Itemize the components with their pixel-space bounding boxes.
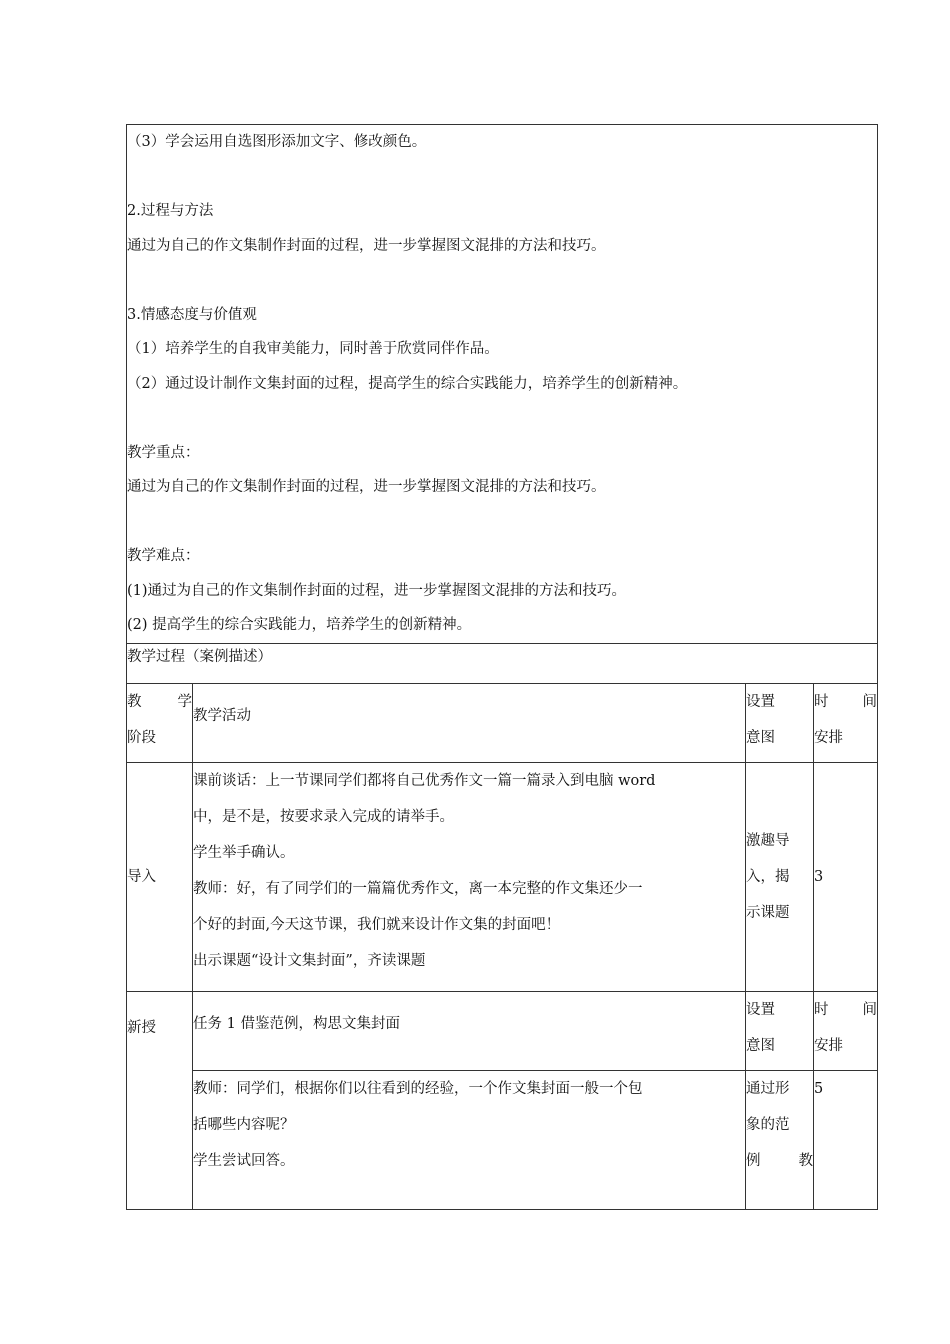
- new-lesson-line: 括哪些内容呢？: [193, 1116, 295, 1133]
- intro-line: 出示课题“设计文集封面”，齐读课题: [193, 952, 426, 969]
- new-lesson-time-char: 间: [862, 1001, 878, 1018]
- emotion-item-2: （2）通过设计制作文集封面的过程，提高学生的综合实践能力，培养学生的创新精神。: [127, 375, 688, 392]
- new-lesson-time-label: 安排: [814, 1037, 843, 1054]
- new-lesson-intent-line: 意图: [746, 1037, 775, 1054]
- key-point-heading: 教学重点：: [127, 444, 200, 461]
- blank-line: [127, 401, 877, 436]
- header-intent: [746, 683, 814, 762]
- lesson-plan-table: [126, 124, 878, 1210]
- intro-intent: [746, 762, 814, 991]
- header-time-char: 时: [814, 693, 829, 710]
- intro-line: 个好的封面,今天这节课，我们就来设计作文集的封面吧！: [193, 916, 561, 933]
- intro-line: 课前谈话：上一节课同学们都将自己优秀作文一篇一篇录入到电脑 word: [193, 772, 656, 789]
- intro-intent-line: 示课题: [746, 904, 790, 921]
- intro-activity: [193, 762, 746, 991]
- emotion-item-1: （1）培养学生的自我审美能力，同时善于欣赏同伴作品。: [127, 341, 499, 357]
- blank-line: [127, 263, 877, 298]
- objectives-cell: [127, 125, 878, 644]
- header-activity: 教学活动: [193, 683, 746, 762]
- new-lesson-time: 5: [814, 1070, 878, 1209]
- new-lesson-intent-line: 设置: [746, 1001, 775, 1018]
- process-title: 教学过程（案例描述）: [127, 643, 878, 683]
- new-lesson-intent-text: 通过形: [746, 1080, 790, 1097]
- new-lesson-content-row: [127, 1070, 878, 1209]
- header-time-char: 间: [862, 693, 878, 710]
- process-text: 通过为自己的作文集制作封面的过程，进一步掌握图文混排的方法和技巧。: [127, 237, 606, 254]
- new-lesson-intent-char: 教: [798, 1152, 813, 1169]
- new-lesson-intent-char: 例: [746, 1152, 761, 1169]
- new-lesson-activity: [193, 1070, 746, 1209]
- key-point-text: 通过为自己的作文集制作封面的过程，进一步掌握图文混排的方法和技巧。: [127, 479, 606, 495]
- objective-item-3: （3）学会运用自选图形添加文字、修改颜色。: [127, 134, 427, 150]
- new-lesson-task: 任务 1 借鉴范例，构思文集封面: [193, 991, 746, 1070]
- header-stage: [127, 683, 193, 762]
- intro-time: 3: [814, 762, 878, 991]
- intro-row: [127, 762, 878, 991]
- blank-line: [127, 505, 877, 540]
- header-stage-char: 教: [127, 693, 142, 710]
- intro-line: 学生举手确认。: [193, 844, 295, 861]
- intro-line: 教师：好，有了同学们的一篇篇优秀作文，离一本完整的作文集还少一: [193, 880, 643, 897]
- new-lesson-intent-text: 象的范: [746, 1116, 790, 1133]
- header-intent-line: 意图: [746, 729, 775, 746]
- intro-line: 中，是不是，按要求录入完成的请举手。: [193, 808, 454, 825]
- header-stage-char: 学: [177, 693, 192, 710]
- new-lesson-intent-header: [746, 991, 814, 1070]
- process-title-row: [127, 643, 878, 683]
- emotion-heading: 3.情感态度与价值观: [127, 306, 257, 323]
- difficulty-item-1: (1)通过为自己的作文集制作封面的过程，进一步掌握图文混排的方法和技巧。: [127, 582, 627, 599]
- new-lesson-time-header: [814, 991, 878, 1070]
- new-lesson-stage: 新授: [127, 991, 193, 1209]
- lesson-plan-page: [126, 124, 877, 1210]
- difficulty-heading: 教学难点：: [127, 548, 200, 564]
- new-lesson-line: 教师：同学们，根据你们以往看到的经验，一个作文集封面一般一个包: [193, 1080, 643, 1097]
- intro-intent-line: 入，揭: [746, 868, 790, 885]
- new-lesson-row: [127, 991, 878, 1070]
- difficulty-item-2: (2) 提高学生的综合实践能力，培养学生的创新精神。: [127, 617, 472, 633]
- intro-intent-line: 激趣导: [746, 832, 790, 849]
- header-time: [814, 683, 878, 762]
- process-heading: 2.过程与方法: [127, 203, 214, 219]
- blank-line: [127, 160, 877, 195]
- new-lesson-line: 学生尝试回答。: [193, 1152, 295, 1169]
- objectives-row: [127, 125, 878, 644]
- intro-stage: 导入: [127, 762, 193, 991]
- header-time-label: 安排: [814, 729, 843, 746]
- header-stage-label: 阶段: [127, 729, 156, 746]
- new-lesson-intent: [746, 1070, 814, 1209]
- header-row: [127, 683, 878, 762]
- header-intent-line: 设置: [746, 693, 775, 710]
- new-lesson-time-char: 时: [814, 1001, 829, 1018]
